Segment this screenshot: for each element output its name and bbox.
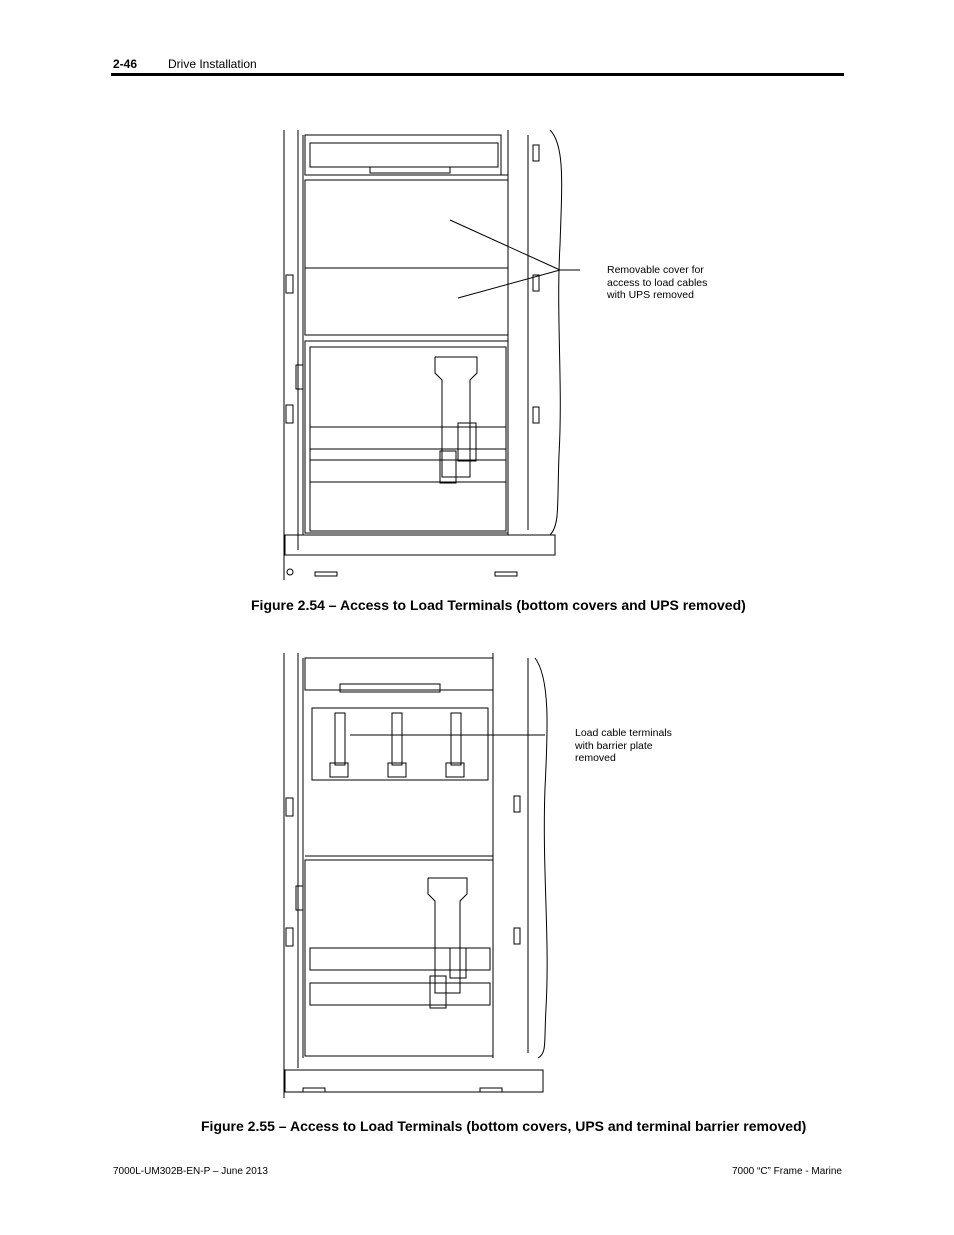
figure-2-55-drawing (280, 648, 555, 1103)
footer-product-name: 7000 “C” Frame - Marine (731, 1166, 842, 1177)
figure-2-55-callout: Load cable terminals with barrier plate removed (575, 727, 672, 764)
figure-2-54-caption: Figure 2.54 – Access to Load Terminals (bottom covers and UPS removed) (251, 597, 746, 613)
figure-2-54-drawing (280, 125, 580, 580)
header-rule (111, 73, 844, 76)
footer-document-id: 7000L-UM302B-EN-P – June 2013 (113, 1166, 268, 1177)
figure-2-54-callout: Removable cover for access to load cables with UPS removed (607, 264, 708, 301)
figure-2-55-caption: Figure 2.55 – Access to Load Terminals (bottom covers, UPS and terminal barrier removed) (201, 1118, 807, 1134)
section-title: Drive Installation (168, 57, 257, 71)
page-number: 2-46 (113, 57, 138, 71)
